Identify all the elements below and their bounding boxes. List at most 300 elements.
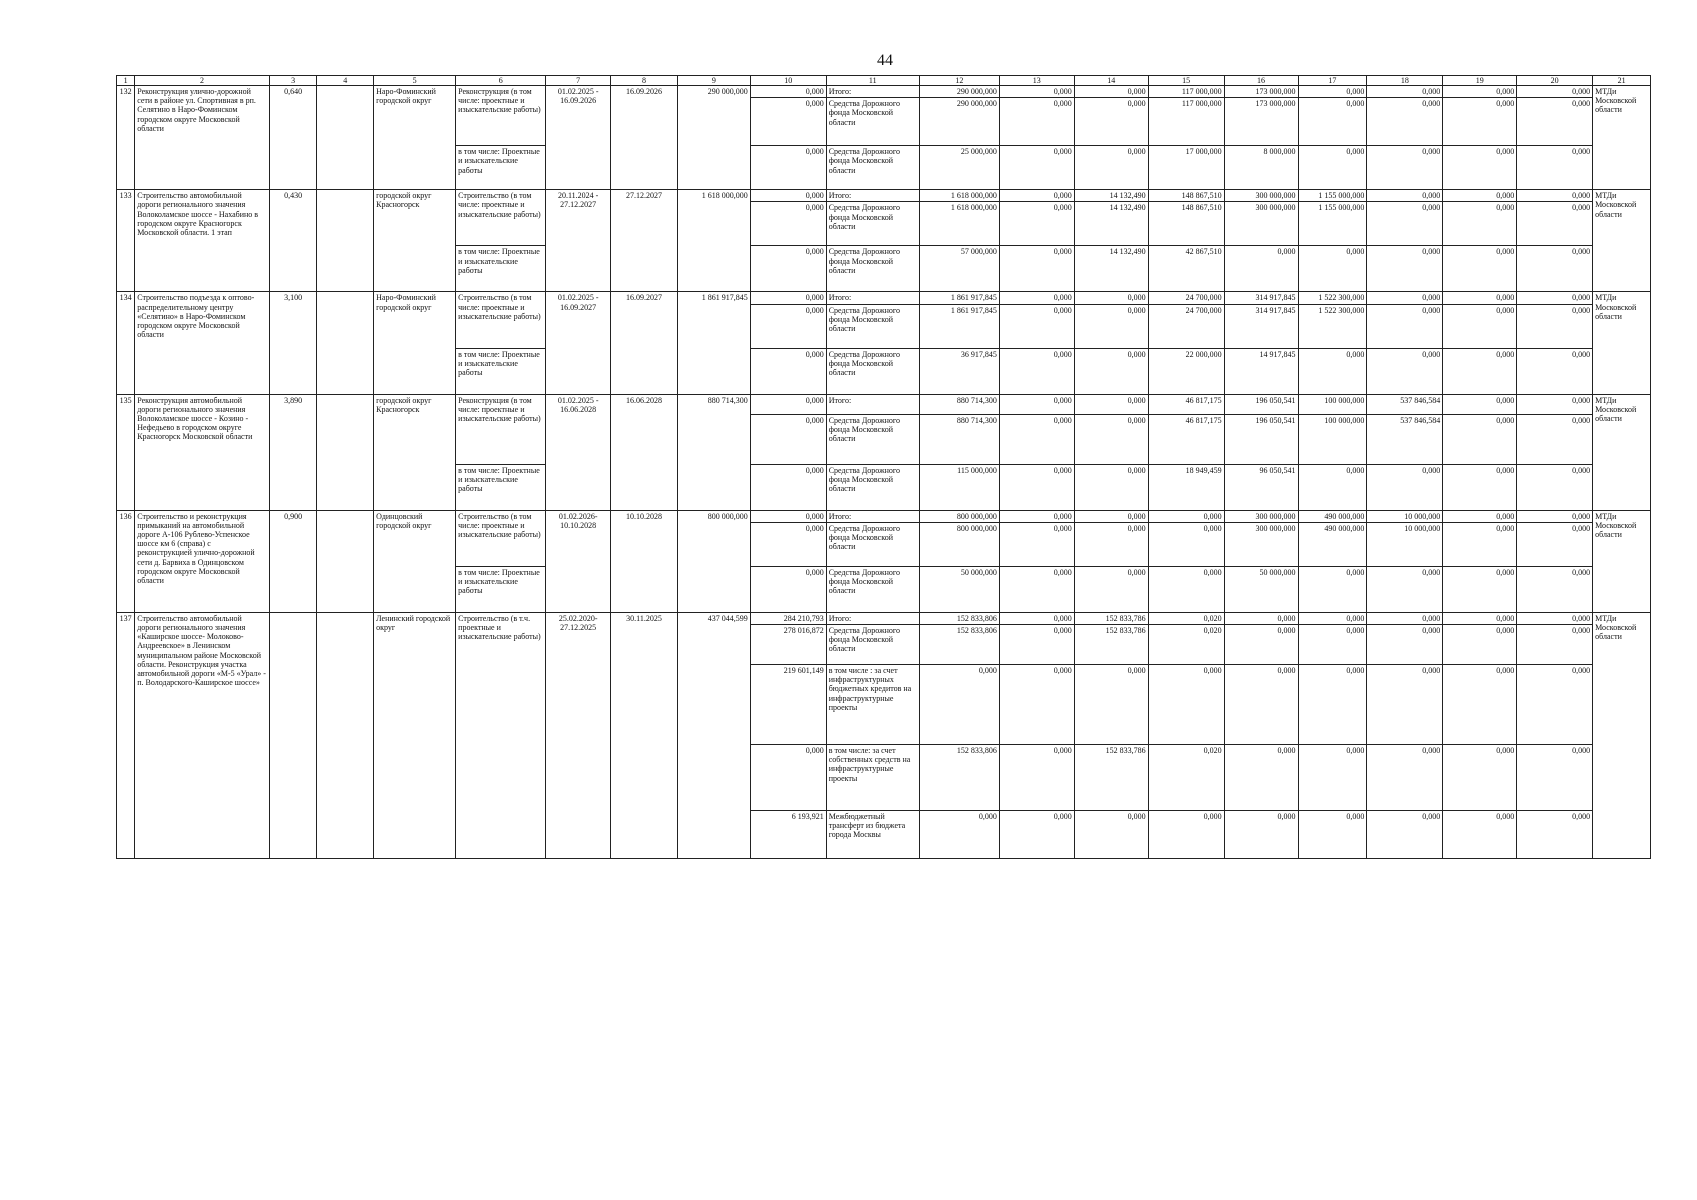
year-value-20: 0,000	[1517, 190, 1593, 202]
year-value-13: 0,000	[999, 348, 1074, 394]
year-value-20: 0,000	[1517, 292, 1593, 304]
year-value-15: 24 700,000	[1148, 292, 1224, 304]
year-value-16: 300 000,000	[1224, 190, 1298, 202]
year-value-19: 0,000	[1443, 566, 1517, 612]
year-value-12: 880 714,300	[919, 414, 999, 464]
prior-financing: 0,000	[750, 292, 826, 304]
year-value-14: 0,000	[1074, 394, 1148, 414]
work-type: Строительство (в том числе: проектные и изыскательские работы)	[456, 510, 546, 566]
year-value-18: 0,000	[1367, 292, 1443, 304]
year-value-12: 115 000,000	[919, 464, 999, 510]
year-value-13: 0,000	[999, 744, 1074, 810]
year-value-15: 117 000,000	[1148, 98, 1224, 146]
year-value-12: 1 618 000,000	[919, 190, 999, 202]
year-value-20: 0,000	[1517, 98, 1593, 146]
column-number-5: 5	[374, 76, 456, 86]
year-value-19: 0,000	[1443, 414, 1517, 464]
object-name: Реконструкция улично-дорожной сети в районе ул. Спортивная в рп. Селятино в Наро-Фоминском городском округе Московской области	[135, 86, 270, 190]
row-number: 134	[117, 292, 135, 394]
column-number-11: 11	[826, 76, 919, 86]
year-value-18: 537 846,584	[1367, 414, 1443, 464]
year-value-19: 0,000	[1443, 624, 1517, 664]
column-number-16: 16	[1224, 76, 1298, 86]
year-value-20: 0,000	[1517, 394, 1593, 414]
year-value-12: 800 000,000	[919, 522, 999, 566]
funding-source: Итого:	[826, 510, 919, 522]
funding-source: Итого:	[826, 292, 919, 304]
year-value-13: 0,000	[999, 810, 1074, 858]
column-number-row	[117, 76, 1651, 86]
year-value-13: 0,000	[999, 394, 1074, 414]
year-value-14: 0,000	[1074, 292, 1148, 304]
year-value-15: 0,020	[1148, 612, 1224, 624]
year-value-18: 0,000	[1367, 664, 1443, 744]
year-value-12: 1 861 917,845	[919, 304, 999, 348]
year-value-18: 0,000	[1367, 86, 1443, 98]
year-value-14: 0,000	[1074, 414, 1148, 464]
end-date: 10.10.2028	[611, 510, 678, 612]
customer: МТДи Московской области	[1593, 292, 1651, 394]
year-value-12: 1 618 000,000	[919, 202, 999, 246]
year-value-16: 314 917,845	[1224, 304, 1298, 348]
column-number-8: 8	[611, 76, 678, 86]
page-number: 44	[877, 52, 893, 69]
year-value-16: 196 050,541	[1224, 414, 1298, 464]
year-value-17: 0,000	[1298, 744, 1367, 810]
year-value-15: 22 000,000	[1148, 348, 1224, 394]
funding-source: Итого:	[826, 612, 919, 624]
table-row	[117, 394, 1651, 414]
column-number-1: 1	[117, 76, 135, 86]
year-value-20: 0,000	[1517, 624, 1593, 664]
year-value-16: 0,000	[1224, 664, 1298, 744]
year-value-16: 96 050,541	[1224, 464, 1298, 510]
year-value-20: 0,000	[1517, 304, 1593, 348]
funding-source: Средства Дорожного фонда Московской области	[826, 522, 919, 566]
year-value-17: 0,000	[1298, 464, 1367, 510]
year-value-16: 300 000,000	[1224, 522, 1298, 566]
year-value-16: 50 000,000	[1224, 566, 1298, 612]
year-value-13: 0,000	[999, 86, 1074, 98]
length-km: 0,900	[269, 510, 317, 612]
year-value-15: 24 700,000	[1148, 304, 1224, 348]
year-value-19: 0,000	[1443, 304, 1517, 348]
end-date: 27.12.2027	[611, 190, 678, 292]
year-value-20: 0,000	[1517, 414, 1593, 464]
work-type-sub: в том числе: Проектные и изыскательские работы	[456, 348, 546, 394]
year-value-17: 0,000	[1298, 246, 1367, 292]
work-type-sub: в том числе: Проектные и изыскательские работы	[456, 566, 546, 612]
year-value-15: 0,000	[1148, 522, 1224, 566]
year-value-19: 0,000	[1443, 394, 1517, 414]
row-number: 136	[117, 510, 135, 612]
object-name: Строительство и реконструкция примыканий на автомобильной дороге А-106 Рублево-Успенское шоссе км 6 (справа) с реконструкцией улично-дорожной сети д. Барвиха в Одинцовском городском округе Московской области	[135, 510, 270, 612]
year-value-17: 1 522 300,000	[1298, 304, 1367, 348]
year-value-17: 0,000	[1298, 624, 1367, 664]
year-value-14: 0,000	[1074, 522, 1148, 566]
year-value-18: 0,000	[1367, 202, 1443, 246]
funding-source: Средства Дорожного фонда Московской области	[826, 414, 919, 464]
year-value-20: 0,000	[1517, 246, 1593, 292]
year-value-14: 0,000	[1074, 146, 1148, 190]
year-value-17: 490 000,000	[1298, 522, 1367, 566]
column-4	[317, 86, 374, 190]
row-number: 135	[117, 394, 135, 510]
year-value-19: 0,000	[1443, 146, 1517, 190]
year-value-19: 0,000	[1443, 464, 1517, 510]
territory: Одинцовский городской округ	[374, 510, 456, 612]
table-row	[117, 510, 1651, 522]
year-value-20: 0,000	[1517, 510, 1593, 522]
year-value-14: 0,000	[1074, 566, 1148, 612]
year-value-14: 0,000	[1074, 664, 1148, 744]
year-value-20: 0,000	[1517, 522, 1593, 566]
year-value-18: 0,000	[1367, 612, 1443, 624]
year-value-19: 0,000	[1443, 522, 1517, 566]
prior-financing: 0,000	[750, 566, 826, 612]
year-value-19: 0,000	[1443, 612, 1517, 624]
period: 01.02.2025 - 16.09.2026	[546, 86, 611, 190]
object-name: Строительство автомобильной дороги регионального значения «Каширское шоссе- Молоково-Андреевское» в Ленинском муниципальном районе Московской области. Реконструкция участка автомобильной дороги «М-5 «Урал» - п. Володарского-Каширское шоссе»	[135, 612, 270, 858]
year-value-20: 0,000	[1517, 202, 1593, 246]
year-value-12: 800 000,000	[919, 510, 999, 522]
year-value-16: 300 000,000	[1224, 510, 1298, 522]
length-km: 0,430	[269, 190, 317, 292]
column-number-15: 15	[1148, 76, 1224, 86]
object-name: Реконструкция автомобильной дороги регионального значения Волоколамское шоссе - Козино - Нефедьево в городском округе Красногорск Московской области	[135, 394, 270, 510]
year-value-15: 17 000,000	[1148, 146, 1224, 190]
period: 01.02.2025 - 16.09.2027	[546, 292, 611, 394]
year-value-14: 152 833,786	[1074, 612, 1148, 624]
year-value-12: 152 833,806	[919, 612, 999, 624]
year-value-17: 100 000,000	[1298, 394, 1367, 414]
year-value-16: 300 000,000	[1224, 202, 1298, 246]
total-cost: 800 000,000	[677, 510, 750, 612]
object-name: Строительство автомобильной дороги регионального значения Волоколамское шоссе - Нахабино в городском округе Красногорск Московской области. 1 этап	[135, 190, 270, 292]
prior-financing: 0,000	[750, 304, 826, 348]
year-value-14: 0,000	[1074, 510, 1148, 522]
year-value-12: 36 917,845	[919, 348, 999, 394]
year-value-16: 14 917,845	[1224, 348, 1298, 394]
year-value-12: 152 833,806	[919, 624, 999, 664]
year-value-19: 0,000	[1443, 510, 1517, 522]
total-cost: 290 000,000	[677, 86, 750, 190]
prior-financing: 219 601,149	[750, 664, 826, 744]
year-value-19: 0,000	[1443, 348, 1517, 394]
year-value-13: 0,000	[999, 566, 1074, 612]
year-value-13: 0,000	[999, 202, 1074, 246]
year-value-16: 173 000,000	[1224, 98, 1298, 146]
territory: Наро-Фоминский городской округ	[374, 292, 456, 394]
year-value-19: 0,000	[1443, 744, 1517, 810]
year-value-15: 117 000,000	[1148, 86, 1224, 98]
prior-financing: 6 193,921	[750, 810, 826, 858]
column-number-4: 4	[317, 76, 374, 86]
year-value-16: 314 917,845	[1224, 292, 1298, 304]
prior-financing: 0,000	[750, 348, 826, 394]
column-number-21: 21	[1593, 76, 1651, 86]
funding-source: Средства Дорожного фонда Московской области	[826, 624, 919, 664]
year-value-13: 0,000	[999, 190, 1074, 202]
year-value-19: 0,000	[1443, 86, 1517, 98]
year-value-18: 0,000	[1367, 464, 1443, 510]
year-value-13: 0,000	[999, 664, 1074, 744]
column-number-19: 19	[1443, 76, 1517, 86]
column-number-3: 3	[269, 76, 317, 86]
year-value-15: 18 949,459	[1148, 464, 1224, 510]
year-value-12: 1 861 917,845	[919, 292, 999, 304]
column-number-18: 18	[1367, 76, 1443, 86]
year-value-12: 880 714,300	[919, 394, 999, 414]
funding-source: Средства Дорожного фонда Московской области	[826, 146, 919, 190]
length-km: 3,100	[269, 292, 317, 394]
year-value-15: 42 867,510	[1148, 246, 1224, 292]
length-km	[269, 612, 317, 858]
year-value-17: 0,000	[1298, 86, 1367, 98]
year-value-17: 490 000,000	[1298, 510, 1367, 522]
year-value-18: 537 846,584	[1367, 394, 1443, 414]
end-date: 30.11.2025	[611, 612, 678, 858]
program-table	[116, 75, 1651, 859]
column-number-6: 6	[456, 76, 546, 86]
funding-source: Итого:	[826, 86, 919, 98]
column-number-12: 12	[919, 76, 999, 86]
year-value-20: 0,000	[1517, 664, 1593, 744]
year-value-19: 0,000	[1443, 664, 1517, 744]
year-value-17: 1 522 300,000	[1298, 292, 1367, 304]
work-type-sub: в том числе: Проектные и изыскательские работы	[456, 464, 546, 510]
column-4	[317, 612, 374, 858]
year-value-19: 0,000	[1443, 810, 1517, 858]
year-value-20: 0,000	[1517, 146, 1593, 190]
year-value-13: 0,000	[999, 522, 1074, 566]
customer: МТДи Московской области	[1593, 612, 1651, 858]
year-value-19: 0,000	[1443, 190, 1517, 202]
year-value-13: 0,000	[999, 464, 1074, 510]
prior-financing: 0,000	[750, 146, 826, 190]
year-value-18: 0,000	[1367, 624, 1443, 664]
territory: городской округ Красногорск	[374, 190, 456, 292]
year-value-20: 0,000	[1517, 612, 1593, 624]
customer: МТДи Московской области	[1593, 510, 1651, 612]
end-date: 16.09.2026	[611, 86, 678, 190]
year-value-15: 0,020	[1148, 624, 1224, 664]
funding-source: Средства Дорожного фонда Московской области	[826, 464, 919, 510]
year-value-19: 0,000	[1443, 202, 1517, 246]
column-number-10: 10	[750, 76, 826, 86]
funding-source: в том числе: за счет собственных средств на инфраструктурные проекты	[826, 744, 919, 810]
year-value-13: 0,000	[999, 292, 1074, 304]
year-value-13: 0,000	[999, 246, 1074, 292]
year-value-15: 46 817,175	[1148, 414, 1224, 464]
year-value-15: 0,000	[1148, 810, 1224, 858]
year-value-18: 0,000	[1367, 246, 1443, 292]
prior-financing: 0,000	[750, 246, 826, 292]
prior-financing: 284 210,793	[750, 612, 826, 624]
total-cost: 1 618 000,000	[677, 190, 750, 292]
territory: городской округ Красногорск	[374, 394, 456, 510]
end-date: 16.06.2028	[611, 394, 678, 510]
year-value-17: 0,000	[1298, 566, 1367, 612]
year-value-12: 290 000,000	[919, 86, 999, 98]
period: 01.02.2025 - 16.06.2028	[546, 394, 611, 510]
year-value-17: 0,000	[1298, 146, 1367, 190]
period: 20.11.2024 - 27.12.2027	[546, 190, 611, 292]
year-value-15: 0,000	[1148, 510, 1224, 522]
year-value-19: 0,000	[1443, 98, 1517, 146]
year-value-14: 0,000	[1074, 98, 1148, 146]
year-value-13: 0,000	[999, 146, 1074, 190]
total-cost: 437 044,599	[677, 612, 750, 858]
customer: МТДи Московской области	[1593, 394, 1651, 510]
length-km: 3,890	[269, 394, 317, 510]
year-value-17: 0,000	[1298, 98, 1367, 146]
work-type-sub: в том числе: Проектные и изыскательские работы	[456, 146, 546, 190]
year-value-16: 0,000	[1224, 612, 1298, 624]
year-value-13: 0,000	[999, 624, 1074, 664]
year-value-17: 100 000,000	[1298, 414, 1367, 464]
prior-financing: 0,000	[750, 202, 826, 246]
year-value-13: 0,000	[999, 304, 1074, 348]
funding-source: Средства Дорожного фонда Московской области	[826, 348, 919, 394]
work-type: Строительство (в том числе: проектные и изыскательские работы)	[456, 190, 546, 246]
year-value-12: 152 833,806	[919, 744, 999, 810]
year-value-17: 0,000	[1298, 612, 1367, 624]
year-value-18: 0,000	[1367, 348, 1443, 394]
object-name: Строительство подъезда к оптово-распределительному центру «Селятино» в Наро-Фоминском городском округе Московской области	[135, 292, 270, 394]
total-cost: 880 714,300	[677, 394, 750, 510]
year-value-15: 0,020	[1148, 744, 1224, 810]
funding-source: Средства Дорожного фонда Московской области	[826, 566, 919, 612]
year-value-14: 14 132,490	[1074, 190, 1148, 202]
year-value-18: 0,000	[1367, 810, 1443, 858]
year-value-18: 10 000,000	[1367, 522, 1443, 566]
prior-financing: 0,000	[750, 394, 826, 414]
year-value-12: 0,000	[919, 810, 999, 858]
prior-financing: 0,000	[750, 414, 826, 464]
year-value-16: 196 050,541	[1224, 394, 1298, 414]
year-value-16: 0,000	[1224, 810, 1298, 858]
row-number: 132	[117, 86, 135, 190]
year-value-20: 0,000	[1517, 810, 1593, 858]
year-value-17: 0,000	[1298, 348, 1367, 394]
year-value-15: 0,000	[1148, 664, 1224, 744]
year-value-15: 148 867,510	[1148, 202, 1224, 246]
year-value-14: 0,000	[1074, 464, 1148, 510]
year-value-16: 8 000,000	[1224, 146, 1298, 190]
year-value-18: 0,000	[1367, 744, 1443, 810]
year-value-14: 0,000	[1074, 304, 1148, 348]
territory: Наро-Фоминский городской округ	[374, 86, 456, 190]
prior-financing: 278 016,872	[750, 624, 826, 664]
year-value-14: 0,000	[1074, 348, 1148, 394]
year-value-13: 0,000	[999, 510, 1074, 522]
year-value-16: 173 000,000	[1224, 86, 1298, 98]
year-value-19: 0,000	[1443, 292, 1517, 304]
column-4	[317, 292, 374, 394]
column-number-14: 14	[1074, 76, 1148, 86]
funding-source: Межбюджетный трансферт из бюджета города Москвы	[826, 810, 919, 858]
year-value-18: 0,000	[1367, 566, 1443, 612]
year-value-17: 1 155 000,000	[1298, 202, 1367, 246]
table-row	[117, 292, 1651, 304]
column-4	[317, 394, 374, 510]
year-value-18: 0,000	[1367, 190, 1443, 202]
column-number-9: 9	[677, 76, 750, 86]
year-value-20: 0,000	[1517, 348, 1593, 394]
year-value-14: 0,000	[1074, 810, 1148, 858]
year-value-18: 0,000	[1367, 304, 1443, 348]
year-value-19: 0,000	[1443, 246, 1517, 292]
period: 01.02.2026- 10.10.2028	[546, 510, 611, 612]
year-value-15: 0,000	[1148, 566, 1224, 612]
year-value-17: 0,000	[1298, 664, 1367, 744]
row-number: 137	[117, 612, 135, 858]
year-value-16: 0,000	[1224, 246, 1298, 292]
table-row	[117, 86, 1651, 98]
year-value-18: 10 000,000	[1367, 510, 1443, 522]
year-value-14: 14 132,490	[1074, 246, 1148, 292]
table-row	[117, 612, 1651, 624]
end-date: 16.09.2027	[611, 292, 678, 394]
year-value-17: 1 155 000,000	[1298, 190, 1367, 202]
year-value-12: 50 000,000	[919, 566, 999, 612]
prior-financing: 0,000	[750, 522, 826, 566]
year-value-16: 0,000	[1224, 624, 1298, 664]
year-value-20: 0,000	[1517, 744, 1593, 810]
column-number-13: 13	[999, 76, 1074, 86]
year-value-20: 0,000	[1517, 464, 1593, 510]
prior-financing: 0,000	[750, 464, 826, 510]
year-value-15: 46 817,175	[1148, 394, 1224, 414]
year-value-16: 0,000	[1224, 744, 1298, 810]
column-number-7: 7	[546, 76, 611, 86]
year-value-17: 0,000	[1298, 810, 1367, 858]
funding-source: Средства Дорожного фонда Московской области	[826, 304, 919, 348]
table-row	[117, 190, 1651, 202]
column-number-20: 20	[1517, 76, 1593, 86]
year-value-13: 0,000	[999, 98, 1074, 146]
funding-source: Средства Дорожного фонда Московской области	[826, 98, 919, 146]
work-type-sub: в том числе: Проектные и изыскательские работы	[456, 246, 546, 292]
row-number: 133	[117, 190, 135, 292]
year-value-14: 152 833,786	[1074, 744, 1148, 810]
work-type: Реконструкция (в том числе: проектные и изыскательские работы)	[456, 86, 546, 146]
year-value-18: 0,000	[1367, 98, 1443, 146]
customer: МТДи Московской области	[1593, 86, 1651, 190]
length-km: 0,640	[269, 86, 317, 190]
prior-financing: 0,000	[750, 510, 826, 522]
work-type: Строительство (в т.ч. проектные и изыскательские работы)	[456, 612, 546, 858]
period: 25.02.2020- 27.12.2025	[546, 612, 611, 858]
year-value-20: 0,000	[1517, 566, 1593, 612]
year-value-12: 290 000,000	[919, 98, 999, 146]
customer: МТДи Московской области	[1593, 190, 1651, 292]
year-value-13: 0,000	[999, 612, 1074, 624]
total-cost: 1 861 917,845	[677, 292, 750, 394]
prior-financing: 0,000	[750, 190, 826, 202]
year-value-12: 25 000,000	[919, 146, 999, 190]
column-number-2: 2	[135, 76, 270, 86]
prior-financing: 0,000	[750, 86, 826, 98]
column-number-17: 17	[1298, 76, 1367, 86]
column-4	[317, 510, 374, 612]
year-value-18: 0,000	[1367, 146, 1443, 190]
year-value-14: 0,000	[1074, 86, 1148, 98]
funding-source: Средства Дорожного фонда Московской области	[826, 202, 919, 246]
funding-source: Средства Дорожного фонда Московской области	[826, 246, 919, 292]
year-value-12: 57 000,000	[919, 246, 999, 292]
